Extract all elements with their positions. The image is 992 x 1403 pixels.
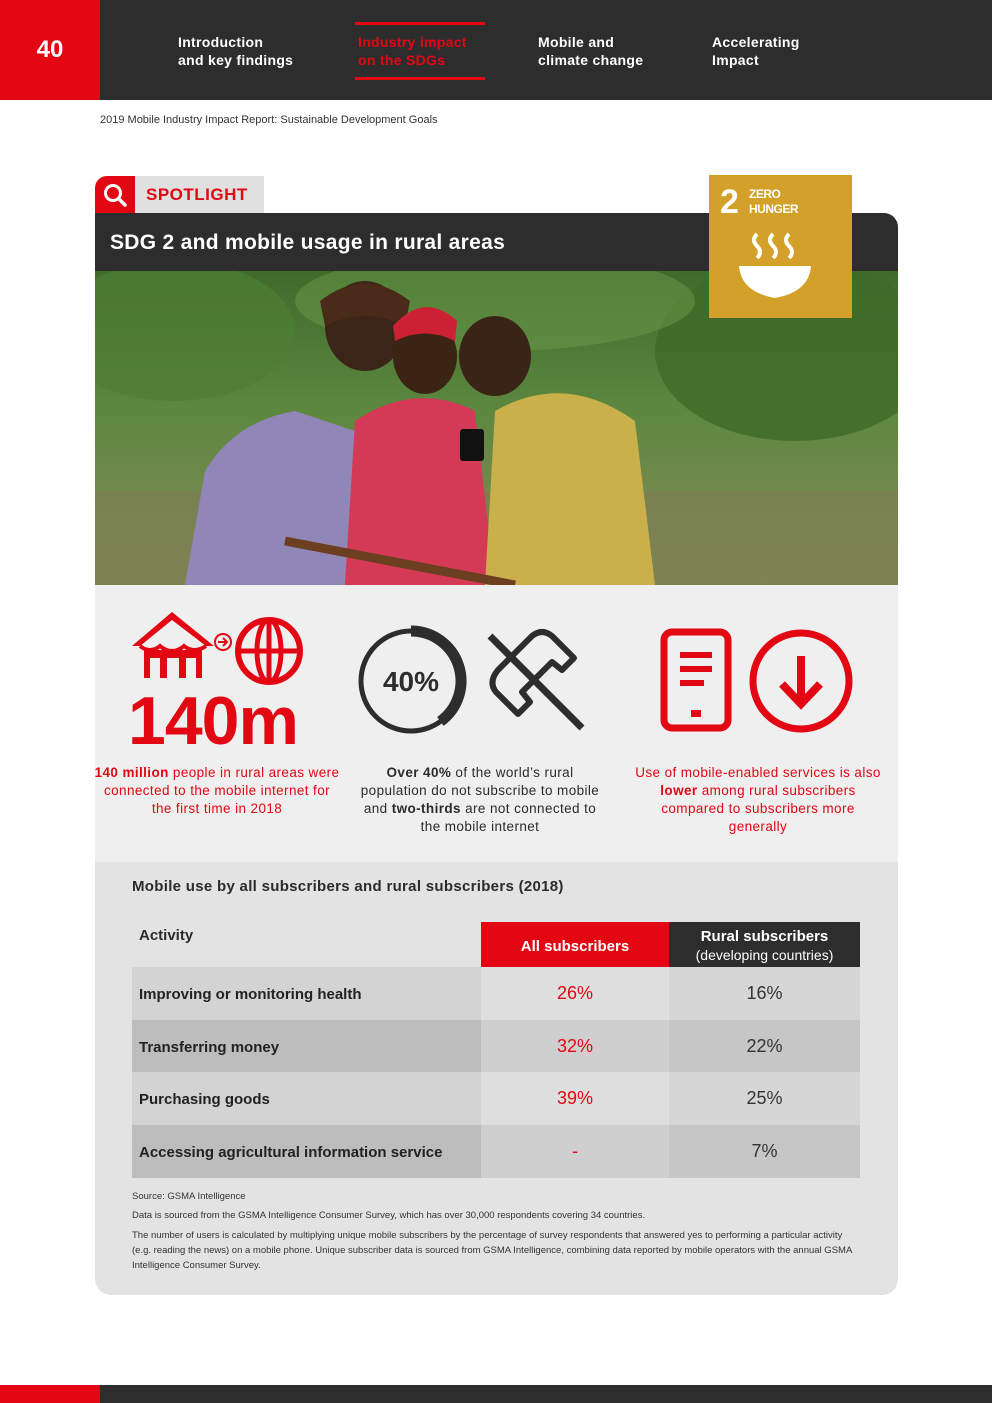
column-header-activity: Activity <box>139 927 194 944</box>
bottom-bar <box>0 1385 992 1403</box>
nav-industry-impact[interactable]: Industry impact on the SDGs <box>358 34 467 68</box>
ring-value: 40% <box>382 666 440 697</box>
percentage-ring <box>355 625 467 737</box>
activity-cell: Purchasing goods <box>132 1072 481 1125</box>
rural-subscribers-cell: 25% <box>669 1072 860 1125</box>
stat2-mid: of the world’s rural population do not subscribe to mobile and <box>360 765 600 816</box>
bowl-icon <box>735 232 815 304</box>
all-subscribers-cell: 26% <box>481 967 669 1020</box>
crossed-phone-icon <box>482 628 588 734</box>
house-icon <box>130 610 220 685</box>
all-subscribers-cell: 39% <box>481 1072 669 1125</box>
stat1-rest: people in rural areas were connected to the mobile internet for the first time in 2018 <box>103 765 340 816</box>
active-nav-rule-top <box>355 22 485 25</box>
sdg-number: 2 <box>720 183 739 221</box>
table-row <box>132 967 860 1020</box>
table-row <box>132 1020 860 1073</box>
stat2-end: are not connected to the mobile internet <box>420 801 597 834</box>
all-subscribers-cell: 32% <box>481 1020 669 1073</box>
source-note: Source: GSMA Intelligence <box>132 1191 246 1202</box>
methodology-note: The number of users is calculated by multiplying unique mobile subscribers by the percentage of survey respondents that answered yes to performing a particular activity (e.g. reading the news) on a mobile phone. Unique subscriber data is sourced from GSMA Intelligence, combining data reported by mobile operators with the annual GSMA Intelligence Consumer Survey. <box>132 1230 852 1271</box>
nav-introduction[interactable]: Introduction and key findings <box>178 34 294 68</box>
search-icon <box>95 176 135 213</box>
rural-header-main: Rural subscribers <box>700 928 829 945</box>
down-arrow-circle-icon <box>748 628 854 734</box>
stat3-start: Use of mobile-enabled services is also <box>635 765 881 780</box>
stat3-end: among rural subscribers compared to subscribers more generally <box>661 783 856 834</box>
section-title: SDG 2 and mobile usage in rural areas <box>110 231 506 254</box>
column-header-rural-subscribers <box>669 922 860 967</box>
arrow-right-icon <box>212 633 234 651</box>
globe-icon <box>234 616 304 686</box>
stat2-text <box>355 764 605 836</box>
survey-note: Data is sourced from the GSMA Intelligence Consumer Survey, which has over 30,000 respondents covering 34 countries. <box>132 1210 646 1221</box>
nav-mobile-climate[interactable]: Mobile and climate change <box>538 34 644 68</box>
rural-header-sub: (developing countries) <box>695 947 834 963</box>
sdg-name: ZERO HUNGER <box>749 187 799 216</box>
report-title: 2019 Mobile Industry Impact Report: Sustainable Development Goals <box>100 114 438 126</box>
column-header-all-subscribers: All subscribers <box>481 922 669 967</box>
rural-subscribers-cell: 22% <box>669 1020 860 1073</box>
stat1-bold: 140 million <box>94 765 169 780</box>
stat3-text <box>633 764 883 836</box>
active-nav-rule-bottom <box>355 77 485 80</box>
stat1-text <box>92 764 342 818</box>
table-row <box>132 1072 860 1125</box>
activity-cell: Improving or monitoring health <box>132 967 481 1020</box>
spotlight-label: SPOTLIGHT <box>146 185 248 204</box>
nav-accelerating-impact[interactable]: Accelerating Impact <box>712 34 800 68</box>
top-navigation-bar <box>0 0 992 100</box>
activity-cell: Accessing agricultural information service <box>132 1125 481 1178</box>
stat3-bold: lower <box>660 783 698 798</box>
stat2-bold2: two-thirds <box>391 801 461 816</box>
rural-subscribers-cell: 16% <box>669 967 860 1020</box>
activity-cell: Transferring money <box>132 1020 481 1073</box>
women-phone-photo <box>95 271 898 585</box>
table-title: Mobile use by all subscribers and rural subscribers (2018) <box>132 878 564 895</box>
page-number: 40 <box>0 0 100 100</box>
rural-subscribers-cell: 7% <box>669 1125 860 1178</box>
big-stat-value: 140m <box>128 683 298 759</box>
all-subscribers-cell: - <box>481 1125 669 1178</box>
table-row <box>132 1125 860 1178</box>
bottom-accent <box>0 1385 100 1403</box>
mobile-phone-icon <box>660 628 732 732</box>
stat2-bold1: Over 40% <box>386 765 452 780</box>
